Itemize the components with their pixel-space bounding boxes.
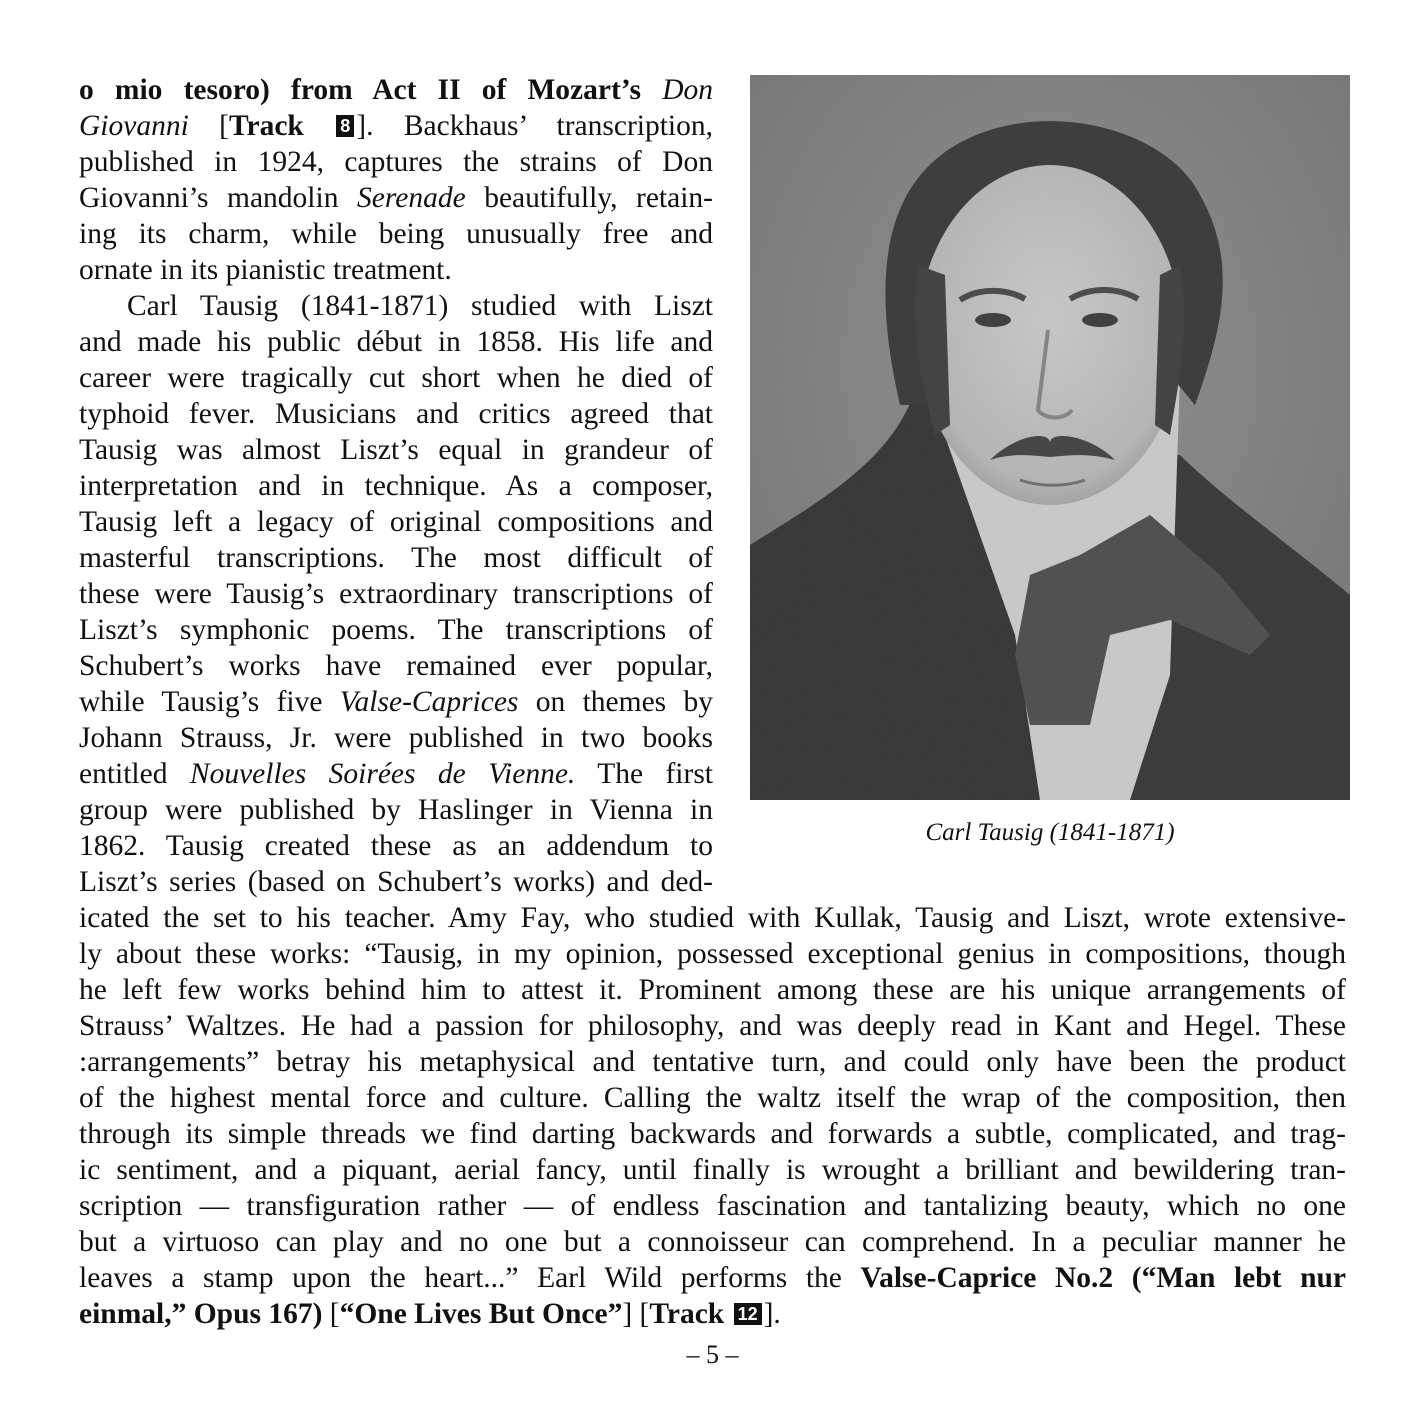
text-line [79, 1188, 1346, 1224]
text-run: but a virtuoso can play and no one but a connoisseur can comprehend. In a peculiar manner he [79, 1226, 1346, 1258]
text-run: :arrangements” betray his metaphysical and tentative turn, and could only have been the product [79, 1046, 1346, 1078]
text-run: scription — transfiguration rather — of endless fascination and tantalizing beauty, which no one [79, 1190, 1346, 1222]
text-line [79, 180, 713, 216]
text-line [79, 1260, 1346, 1296]
text-run: Tausig was almost Liszt’s equal in grandeur of [79, 434, 713, 466]
text-run: interpretation and in technique. As a composer, [79, 470, 713, 502]
text-run: of the highest mental force and culture. Calling the waltz itself the wrap of the composition, then [79, 1082, 1346, 1114]
text-run: Liszt’s series (based on Schubert’s works) and ded- [79, 866, 713, 898]
text-line [79, 1116, 1346, 1152]
text-line [79, 108, 713, 144]
bold-text: einmal,” Opus 167) [79, 1298, 323, 1330]
italic-text: Nouvelles Soirées de Vienne. [189, 758, 576, 790]
text-run: Liszt’s symphonic poems. The transcriptions of [79, 614, 713, 646]
text-line [79, 1080, 1346, 1116]
text-line [79, 648, 713, 684]
text-line [79, 216, 713, 252]
text-run: published in 1924, captures the strains of Don [79, 146, 713, 178]
track-number-badge: 12 [734, 1303, 762, 1325]
text-run: Schubert’s works have remained ever popular, [79, 650, 713, 682]
text-run: ]. [763, 1298, 781, 1330]
text-run: he left few works behind him to attest it. Prominent among these are his unique arrangements of [79, 974, 1346, 1006]
text-run: ic sentiment, and a piquant, aerial fancy, until finally is wrought a brilliant and bewildering tran- [79, 1154, 1346, 1186]
bold-text: Valse-Caprice No.2 (“Man lebt nur [860, 1262, 1346, 1294]
text-line [79, 1296, 1346, 1332]
text-run: masterful transcriptions. The most difficult of [79, 542, 713, 574]
text-line [79, 468, 713, 504]
text-run: Tausig left a legacy of original compositions and [79, 506, 713, 538]
text-run: beautifully, retain- [465, 182, 713, 214]
text-line [79, 720, 713, 756]
text-line [79, 576, 713, 612]
bold-text: Track [229, 110, 304, 142]
text-line [79, 1008, 1346, 1044]
page-number: – 5 – [686, 1340, 739, 1369]
italic-text: Don [662, 74, 713, 106]
text-run: and made his public début in 1858. His life and [79, 326, 713, 358]
text-run: [ [188, 110, 229, 142]
text-run: Johann Strauss, Jr. were published in two books [79, 722, 713, 754]
text-run: ornate in its pianistic treatment. [79, 254, 452, 286]
text-line [79, 144, 713, 180]
text-run: entitled [79, 758, 190, 790]
text-line [79, 504, 713, 540]
text-line [79, 1152, 1346, 1188]
bold-text: Track [649, 1298, 725, 1330]
text-line [79, 1044, 1346, 1080]
text-run: ing its charm, while being unusually free and [79, 218, 713, 250]
text-line [79, 612, 713, 648]
track-number-badge: 8 [336, 115, 354, 137]
text-run: leaves a stamp upon the heart...” Earl Wild performs the [79, 1262, 861, 1294]
text-run: Giovanni’s mandolin [79, 182, 357, 214]
text-run: [ [322, 1298, 340, 1330]
text-line [79, 792, 713, 828]
text-run [724, 1298, 731, 1330]
figure-caption: Carl Tausig (1841-1871) [925, 819, 1175, 846]
text-run: ] [ [622, 1298, 650, 1330]
bold-text: o mio tesoro) from Act II of Mozart’s [79, 74, 663, 106]
text-line [79, 324, 713, 360]
text-line [79, 72, 713, 108]
italic-text: Valse-Caprices [339, 686, 519, 718]
text-line [79, 540, 713, 576]
text-line [79, 756, 713, 792]
text-line [79, 432, 713, 468]
text-run: Strauss’ Waltzes. He had a passion for philosophy, and was deeply read in Kant and Hegel. These [79, 1010, 1346, 1042]
text-line [79, 396, 713, 432]
text-run: on themes by [518, 686, 713, 718]
text-line [79, 360, 713, 396]
text-run: these were Tausig’s extraordinary transcriptions of [79, 578, 713, 610]
bold-text: “One Lives But Once” [339, 1298, 623, 1330]
italic-text: Serenade [357, 182, 466, 214]
portrait-photo [750, 75, 1350, 800]
text-run: icated the set to his teacher. Amy Fay, who studied with Kullak, Tausig and Liszt, wrote extensive- [79, 902, 1346, 934]
text-run: The first [575, 758, 713, 790]
text-run: 1862. Tausig created these as an addendum to [79, 830, 713, 862]
text-run: ]. Backhaus’ transcription, [356, 110, 714, 142]
text-run: while Tausig’s five [79, 686, 340, 718]
text-run: Carl Tausig (1841-1871) studied with Liszt [127, 290, 713, 322]
text-line [127, 288, 713, 324]
text-line [79, 1224, 1346, 1260]
text-line [79, 864, 713, 900]
text-line [79, 900, 1346, 936]
text-run: career were tragically cut short when he died of [79, 362, 713, 394]
text-line [79, 252, 713, 288]
text-line [79, 972, 1346, 1008]
text-line [79, 828, 713, 864]
text-run: group were published by Haslinger in Vienna in [79, 794, 713, 826]
text-line [79, 936, 1346, 972]
text-line [79, 684, 713, 720]
text-run: ly about these works: “Tausig, in my opinion, possessed exceptional genius in compositions, though [79, 938, 1346, 970]
text-run: typhoid fever. Musicians and critics agreed that [79, 398, 713, 430]
text-run: through its simple threads we find darting backwards and forwards a subtle, complicated, and trag- [79, 1118, 1346, 1150]
text-run [304, 110, 334, 142]
italic-text: Giovanni [79, 110, 189, 142]
